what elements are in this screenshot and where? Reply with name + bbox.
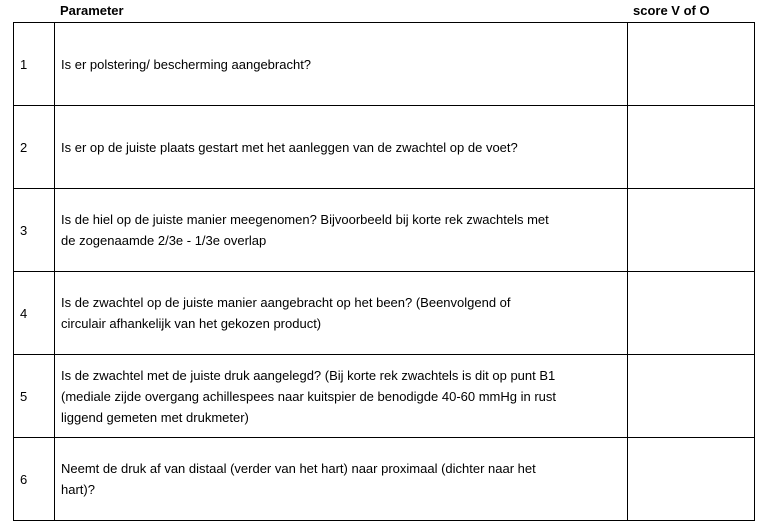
- score-cell[interactable]: [628, 355, 755, 438]
- row-number: 4: [14, 272, 55, 355]
- row-question: Is er polstering/ bescherming aangebracht?: [55, 23, 628, 106]
- parameter-header: Parameter: [60, 3, 124, 18]
- score-cell[interactable]: [628, 189, 755, 272]
- score-cell[interactable]: [628, 106, 755, 189]
- table-row: [14, 438, 755, 521]
- table-row: [14, 106, 755, 189]
- row-number: 6: [14, 438, 55, 521]
- table-row: [14, 355, 755, 438]
- row-question: Is de hiel op de juiste manier meegenomen? Bijvoorbeeld bij korte rek zwachtels met de zogenaamde 2/3e - 1/3e overlap: [55, 189, 628, 272]
- row-question: Is de zwachtel op de juiste manier aangebracht op het been? (Beenvolgend of circulair afhankelijk van het gekozen product): [55, 272, 628, 355]
- table-row: [14, 272, 755, 355]
- score-cell[interactable]: [628, 272, 755, 355]
- row-number: 2: [14, 106, 55, 189]
- row-number: 1: [14, 23, 55, 106]
- checklist-table: [13, 22, 755, 521]
- table-row: [14, 23, 755, 106]
- score-cell[interactable]: [628, 438, 755, 521]
- row-number: 5: [14, 355, 55, 438]
- score-header: score V of O: [633, 3, 710, 18]
- score-cell[interactable]: [628, 23, 755, 106]
- row-question: Is er op de juiste plaats gestart met het aanleggen van de zwachtel op de voet?: [55, 106, 628, 189]
- table-row: [14, 189, 755, 272]
- row-number: 3: [14, 189, 55, 272]
- row-question: Neemt de druk af van distaal (verder van het hart) naar proximaal (dichter naar het hart)?: [55, 438, 628, 521]
- row-question: Is de zwachtel met de juiste druk aangelegd? (Bij korte rek zwachtels is dit op punt B1 (mediale zijde overgang achillespees naar kuitspier de benodigde 40-60 mmHg in rust liggend gemeten met drukmeter): [55, 355, 628, 438]
